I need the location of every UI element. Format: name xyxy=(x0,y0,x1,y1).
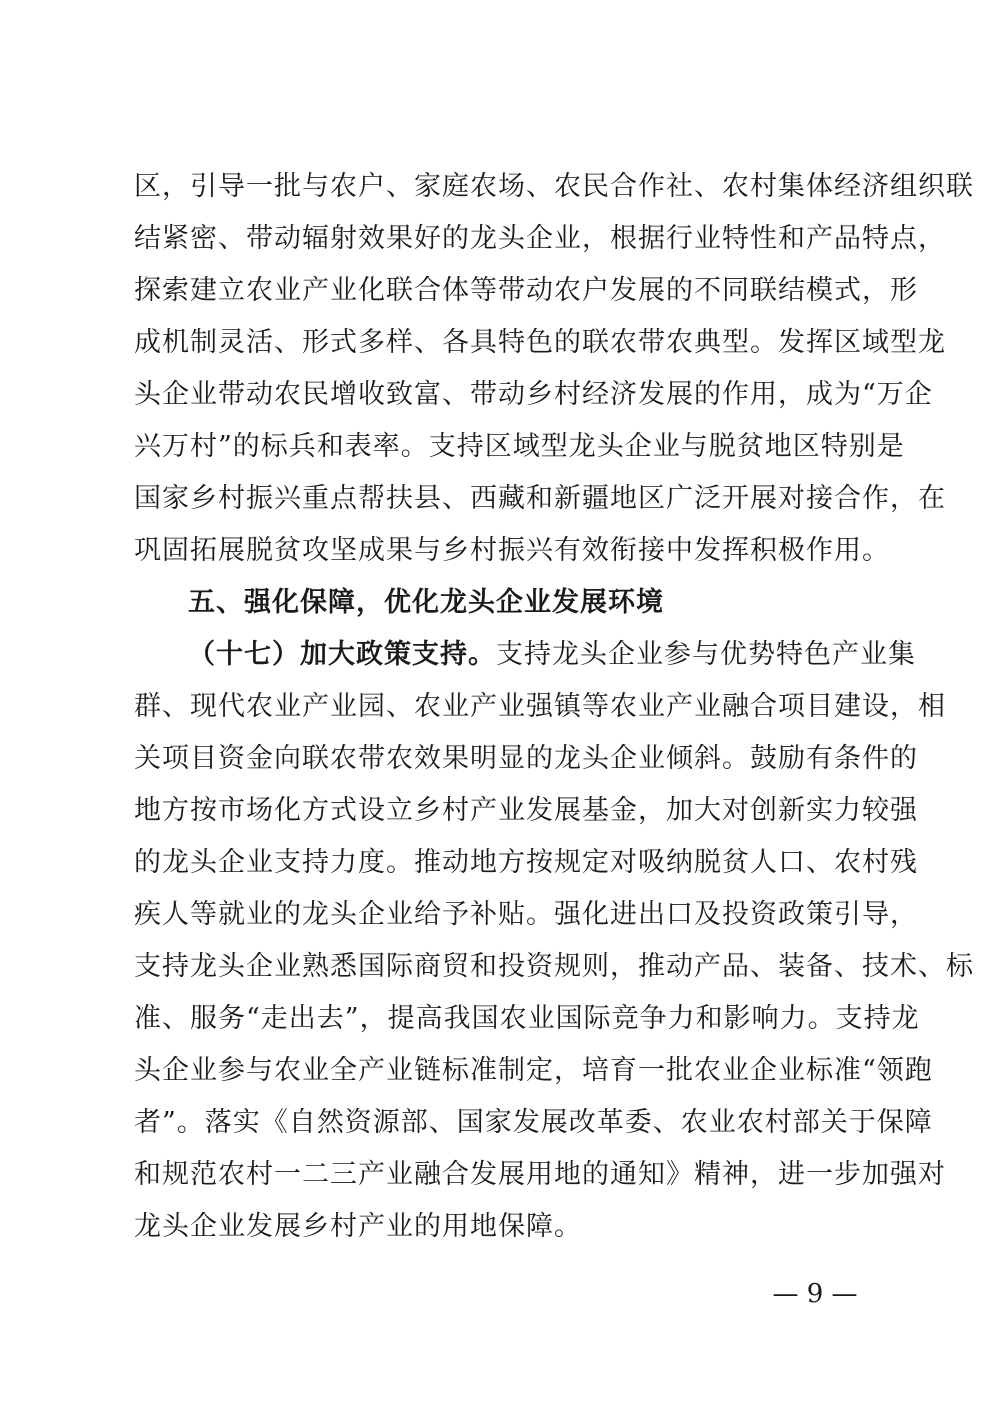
paragraph-2-line-3: 关项目资金向联农带农效果明显的龙头企业倾斜。鼓励有条件的 xyxy=(134,743,918,774)
paragraph-1-line-1: 区，引导一批与农户、家庭农场、农民合作社、农村集体经济组织联 xyxy=(134,171,974,202)
paragraph-1-line-5: 头企业带动农民增收致富、带动乡村经济发展的作用，成为“万企 xyxy=(134,379,933,410)
paragraph-2-line-11: 和规范农村一二三产业融合发展用地的通知》精神，进一步加强对 xyxy=(134,1159,946,1190)
paragraph-2-line-2: 群、现代农业产业园、农业产业强镇等农业产业融合项目建设，相 xyxy=(134,691,946,722)
paragraph-1-line-7: 国家乡村振兴重点帮扶县、西藏和新疆地区广泛开展对接合作，在 xyxy=(134,483,946,514)
paragraph-2-line-8: 准、服务“走出去”，提高我国农业国际竞争力和影响力。支持龙 xyxy=(134,1003,920,1034)
paragraph-2-line-12: 龙头企业发展乡村产业的用地保障。 xyxy=(134,1211,582,1242)
section-heading: 五、强化保障，优化龙头企业发展环境 xyxy=(188,587,664,618)
paragraph-1-line-4: 成机制灵活、形式多样、各具特色的联农带农典型。发挥区域型龙 xyxy=(134,327,946,358)
paragraph-2-line-1-text: 支持龙头企业参与优势特色产业集 xyxy=(496,639,916,670)
paragraph-2-line-6: 疾人等就业的龙头企业给予补贴。强化进出口及投资政策引导， xyxy=(134,899,918,930)
paragraph-2-line-7: 支持龙头企业熟悉国际商贸和投资规则，推动产品、装备、技术、标 xyxy=(134,951,974,982)
paragraph-2-line-4: 地方按市场化方式设立乡村产业发展基金，加大对创新实力较强 xyxy=(134,795,918,826)
paragraph-1-line-8: 巩固拓展脱贫攻坚成果与乡村振兴有效衔接中发挥积极作用。 xyxy=(134,535,890,566)
paragraph-2-line-1 xyxy=(188,630,916,680)
page-number: — 9 — xyxy=(772,1279,858,1309)
paragraph-2-line-9: 头企业参与农业全产业链标准制定，培育一批农业企业标准“领跑 xyxy=(134,1055,933,1086)
paragraph-1-line-6: 兴万村”的标兵和表率。支持区域型龙头企业与脱贫地区特别是 xyxy=(134,431,905,462)
subsection-title: （十七）加大政策支持。 xyxy=(188,639,496,670)
paragraph-2-line-5: 的龙头企业支持力度。推动地方按规定对吸纳脱贫人口、农村残 xyxy=(134,847,918,878)
paragraph-1-line-2: 结紧密、带动辐射效果好的龙头企业，根据行业特性和产品特点， xyxy=(134,223,946,254)
paragraph-2-line-10: 者”。落实《自然资源部、国家发展改革委、农业农村部关于保障 xyxy=(134,1107,933,1138)
paragraph-1-line-3: 探索建立农业产业化联合体等带动农户发展的不同联结模式，形 xyxy=(134,275,918,306)
